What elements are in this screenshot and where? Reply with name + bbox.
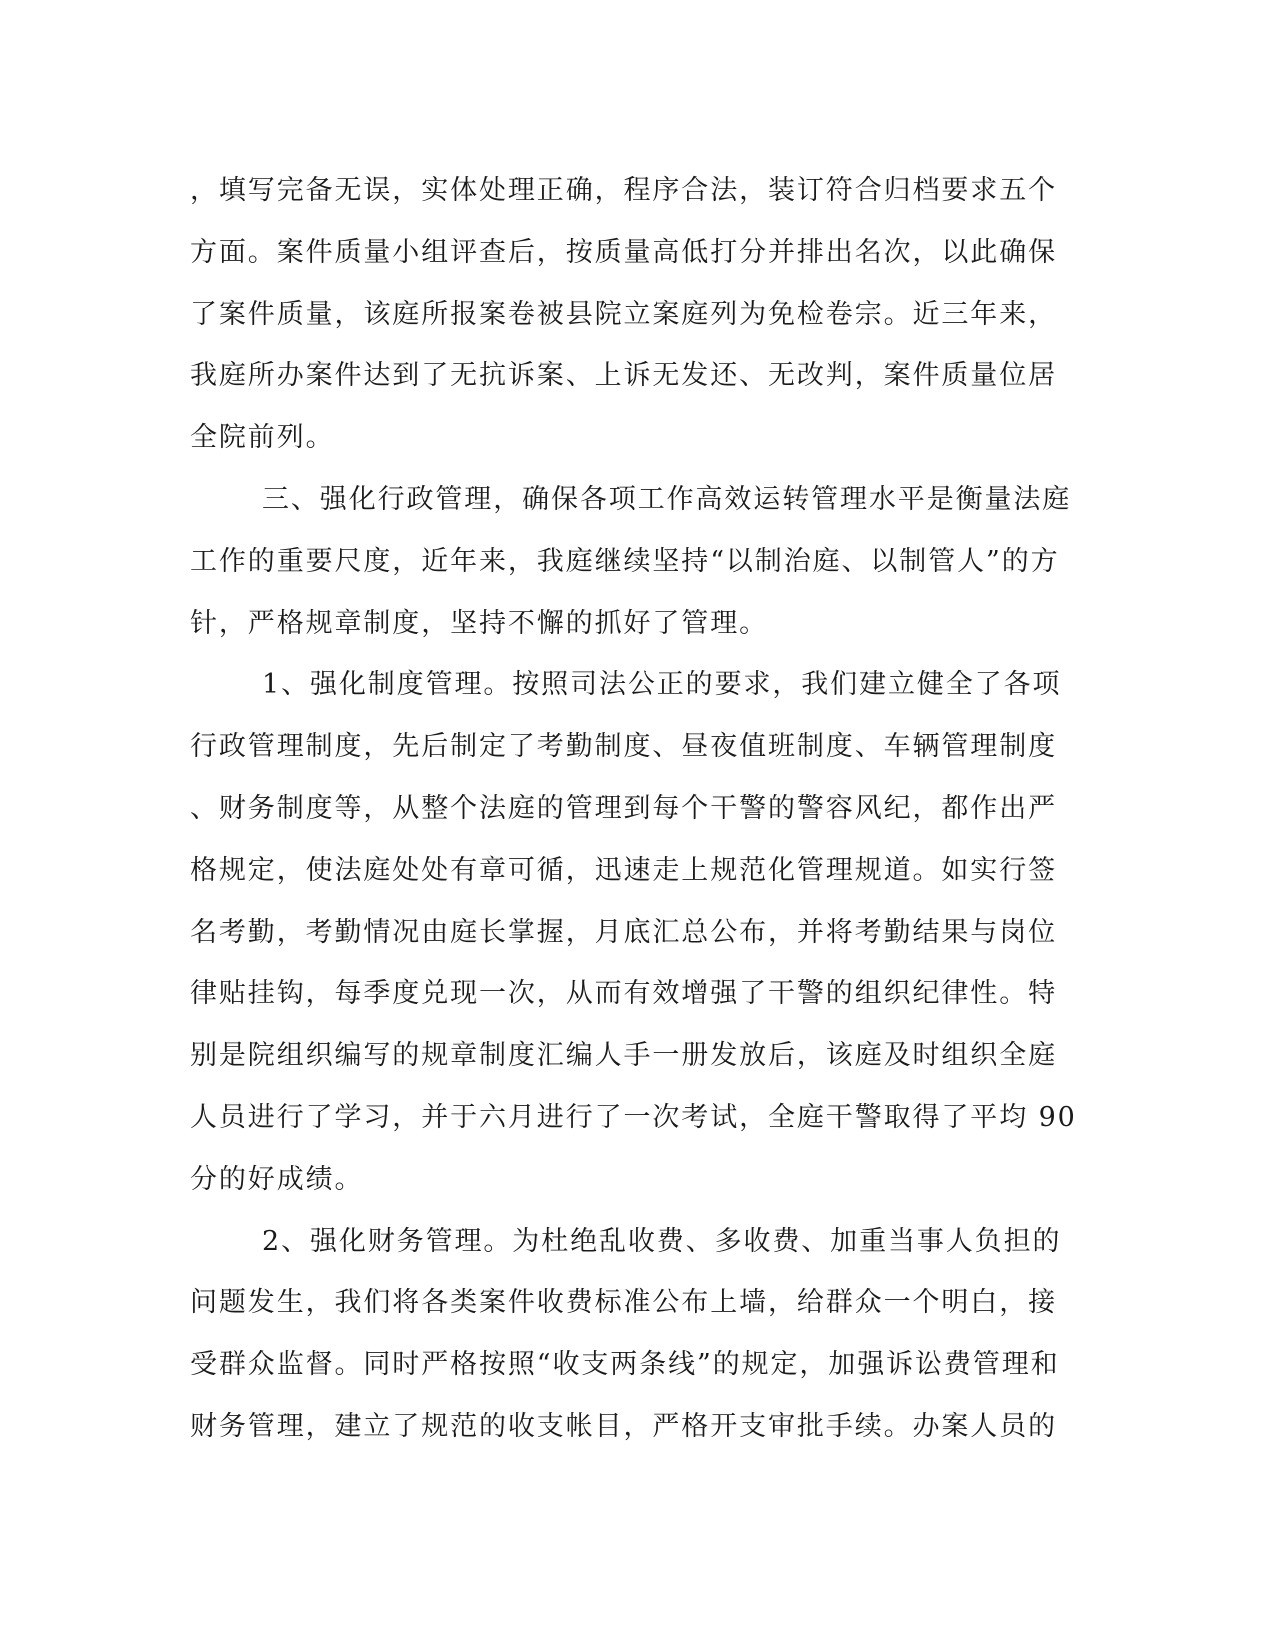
text-line: 全院前列。 bbox=[190, 422, 335, 454]
text-line: 方面。案件质量小组评查后，按质量高低打分并排出名次，以此确保 bbox=[190, 236, 1057, 268]
paragraph-start-line: 1、强化制度管理。按照司法公正的要求，我们建立健全了各项 bbox=[262, 669, 1062, 701]
text-line: 针，严格规章制度，坚持不懈的抓好了管理。 bbox=[190, 607, 768, 639]
section-heading-line: 三、强化行政管理，确保各项工作高效运转管理水平是衡量法庭 bbox=[262, 483, 1072, 515]
paragraph-start-line: 2、强化财务管理。为杜绝乱收费、多收费、加重当事人负担的 bbox=[262, 1225, 1062, 1257]
text-line: 别是院组织编写的规章制度汇编人手一册发放后，该庭及时组织全庭 bbox=[190, 1040, 1057, 1072]
text-line: 行政管理制度，先后制定了考勤制度、昼夜值班制度、车辆管理制度 bbox=[190, 731, 1057, 763]
text-line: 分的好成绩。 bbox=[190, 1163, 364, 1195]
text-line: 工作的重要尺度，近年来，我庭继续坚持“以制治庭、以制管人”的方 bbox=[190, 545, 1060, 577]
text-line: 问题发生，我们将各类案件收费标准公布上墙，给群众一个明白，接 bbox=[190, 1287, 1057, 1319]
text-line: 名考勤，考勤情况由庭长掌握，月底汇总公布，并将考勤结果与岗位 bbox=[190, 916, 1057, 948]
text-line: 律贴挂钩，每季度兑现一次，从而有效增强了干警的组织纪律性。特 bbox=[190, 978, 1057, 1010]
text-line: 人员进行了学习，并于六月进行了一次考试，全庭干警取得了平均 90 bbox=[190, 1101, 1077, 1133]
body-text bbox=[190, 160, 1090, 1458]
text-line: ，填写完备无误，实体处理正确，程序合法，装订符合归档要求五个 bbox=[190, 175, 1057, 206]
text-line: 财务管理，建立了规范的收支帐目，严格开支审批手续。办案人员的 bbox=[190, 1410, 1057, 1442]
text-line: 、财务制度等，从整个法庭的管理到每个干警的警容风纪，都作出严 bbox=[190, 792, 1057, 824]
text-line: 受群众监督。同时严格按照“收支两条线”的规定，加强诉讼费管理和 bbox=[190, 1349, 1060, 1381]
text-line: 格规定，使法庭处处有章可循，迅速走上规范化管理规道。如实行签 bbox=[190, 854, 1057, 886]
text-line: 了案件质量，该庭所报案卷被县院立案庭列为免检卷宗。近三年来， bbox=[190, 298, 1057, 330]
text-line: 我庭所办案件达到了无抗诉案、上诉无发还、无改判，案件质量位居 bbox=[190, 360, 1057, 392]
